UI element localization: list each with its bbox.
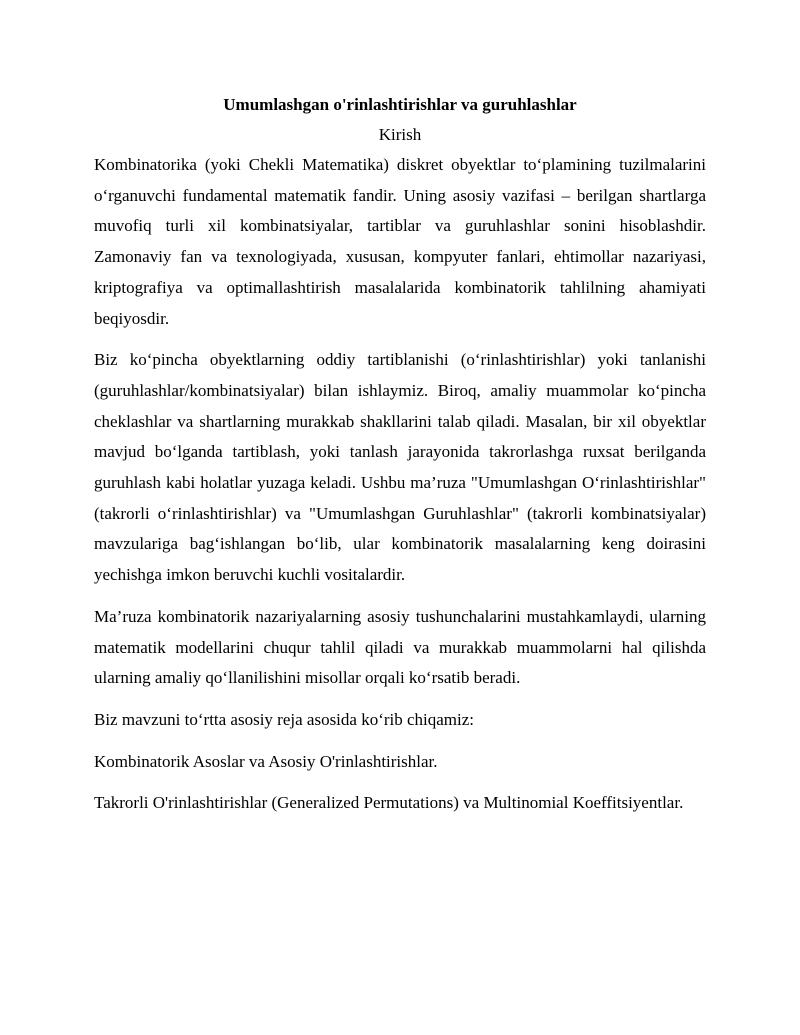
paragraph-lecture-goals: Ma’ruza kombinatorik nazariyalarning asosiy tushunchalarini mustahkamlaydi, ularning matematik modellarini chuqur tahlil qiladi va murakkab muammolarni hal qilishda ularning amaliy qo‘llanilishini misollar orqali ko‘rsatib beradi. — [94, 606, 706, 688]
document-title: Umumlashgan o'rinlashtirishlar va guruhlashlar — [223, 95, 577, 114]
document-subtitle: Kirish — [378, 125, 422, 144]
paragraph-permutations: Biz ko‘pincha obyektlarning oddiy tartiblanishi (o‘rinlashtirishlar) yoki tanlanishi (guruhlashlar/kombinatsiyalar) bilan ishlaymiz. Biroq, amaliy muammolar ko‘pincha cheklashlar va shartlarning murakkab shakllarini talab qiladi. Masalan, bir xil obyektlar mavjud bo‘lganda tartiblash, yoki tanlash jarayonida takrorlashga ruxsat berilganda guruhlash kabi holatlar yuzaga keladi. Ushbu ma’ruza "Umumlashgan O‘rinlashtirishlar" (takrorli o‘rinlashtirishlar) va "Umumlashgan Guruhlashlar" (takrorli kombinatsiyalar) mavzulariga bag‘ishlangan bo‘lib, ular kombinatorik masalalarning keng doirasini yechishga imkon beruvchi kuchli vositalardir. — [94, 350, 706, 585]
document-page — [94, 92, 706, 830]
paragraph-intro: Kombinatorika (yoki Chekli Matematika) diskret obyektlar to‘plamining tuzilmalarini o‘rganuvchi fundamental matematik fandir. Uning asosiy vazifasi – berilgan shartlarga muvofiq turli xil kombinatsiyalar, tartiblar va guruhlashlar sonini hisoblashdir. Zamonaviy fan va texnologiyada, xususan, kompyuter fanlari, ehtimollar nazariyasi, kriptografiya va optimallashtirish masalalarida kombinatorik tahlilning ahamiyati beqiyosdir. — [94, 155, 706, 328]
plan-item-2: Takrorli O'rinlashtirishlar (Generalized Permutations) va Multinomial Koeffitsiyentlar. — [94, 793, 684, 813]
plan-item-1: Kombinatorik Asoslar va Asosiy O'rinlashtirishlar. — [94, 751, 438, 771]
paragraph-plan-intro: Biz mavzuni to‘rtta asosiy reja asosida ko‘rib chiqamiz: — [94, 709, 475, 729]
